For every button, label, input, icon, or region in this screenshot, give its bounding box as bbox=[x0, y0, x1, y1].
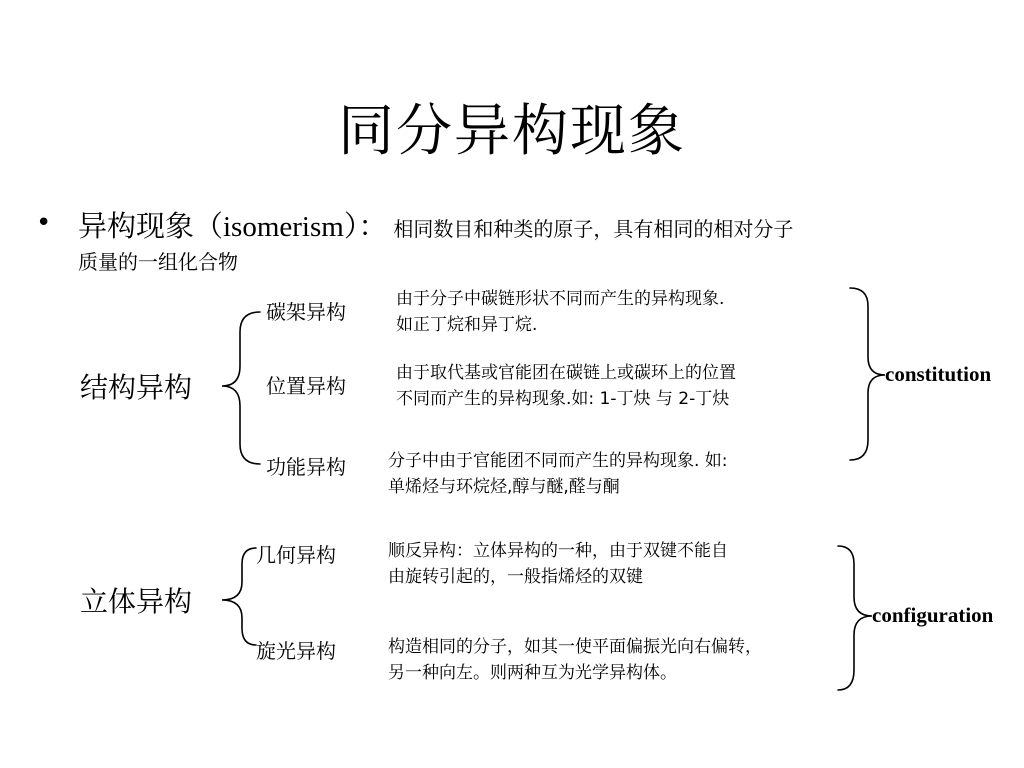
functional-desc-1: 分子中由于官能团不同而产生的异构现象. 如: bbox=[388, 451, 728, 471]
optical-isomerism-label: 旋光异构 bbox=[256, 639, 336, 663]
optical-desc-1: 构造相同的分子，如其一使平面偏振光向右偏转， bbox=[388, 637, 762, 657]
functional-isomerism-label: 功能异构 bbox=[266, 455, 346, 479]
page-title: 同分异构现象 bbox=[338, 99, 686, 164]
geometric-desc-2: 由旋转引起的，一般指烯烃的双键 bbox=[388, 567, 643, 587]
optical-desc-2: 另一种向左。则两种互为光学异构体。 bbox=[388, 663, 677, 683]
bullet-marker: • bbox=[36, 208, 52, 238]
definition-line-2: 质量的一组化合物 bbox=[78, 250, 238, 274]
carbon-skeleton-desc-2: 如正丁烷和异丁烷. bbox=[396, 315, 538, 335]
stereo-left-brace-icon bbox=[222, 548, 256, 645]
constitution-label: constitution bbox=[885, 362, 992, 386]
geometric-desc-1: 顺反异构：立体异构的一种，由于双键不能自 bbox=[388, 541, 728, 561]
functional-desc-2: 单烯烃与环烷烃,醇与醚,醛与酮 bbox=[388, 477, 620, 497]
definition-text: 相同数目和种类的原子，具有相同的相对分子 bbox=[393, 217, 794, 241]
carbon-skeleton-desc-1: 由于分子中碳链形状不同而产生的异构现象. bbox=[396, 289, 725, 309]
structural-left-brace-icon bbox=[222, 312, 260, 464]
position-isomerism-label: 位置异构 bbox=[266, 374, 346, 398]
stereo-right-brace-icon bbox=[838, 546, 872, 690]
stereoisomerism-label: 立体异构 bbox=[80, 585, 193, 618]
position-desc-2: 不同而产生的异构现象.如: 1-丁炔 与 2-丁炔 bbox=[396, 389, 730, 409]
structural-isomerism-label: 结构异构 bbox=[80, 371, 193, 404]
carbon-skeleton-isomerism-label: 碳架异构 bbox=[266, 300, 346, 324]
configuration-label: configuration bbox=[872, 603, 994, 627]
position-desc-1: 由于取代基或官能团在碳链上或碳环上的位置 bbox=[396, 363, 736, 383]
structural-right-brace-icon bbox=[850, 288, 885, 460]
isomerism-term: 异构现象（isomerism）： bbox=[78, 211, 388, 243]
geometric-isomerism-label: 几何异构 bbox=[256, 543, 336, 567]
